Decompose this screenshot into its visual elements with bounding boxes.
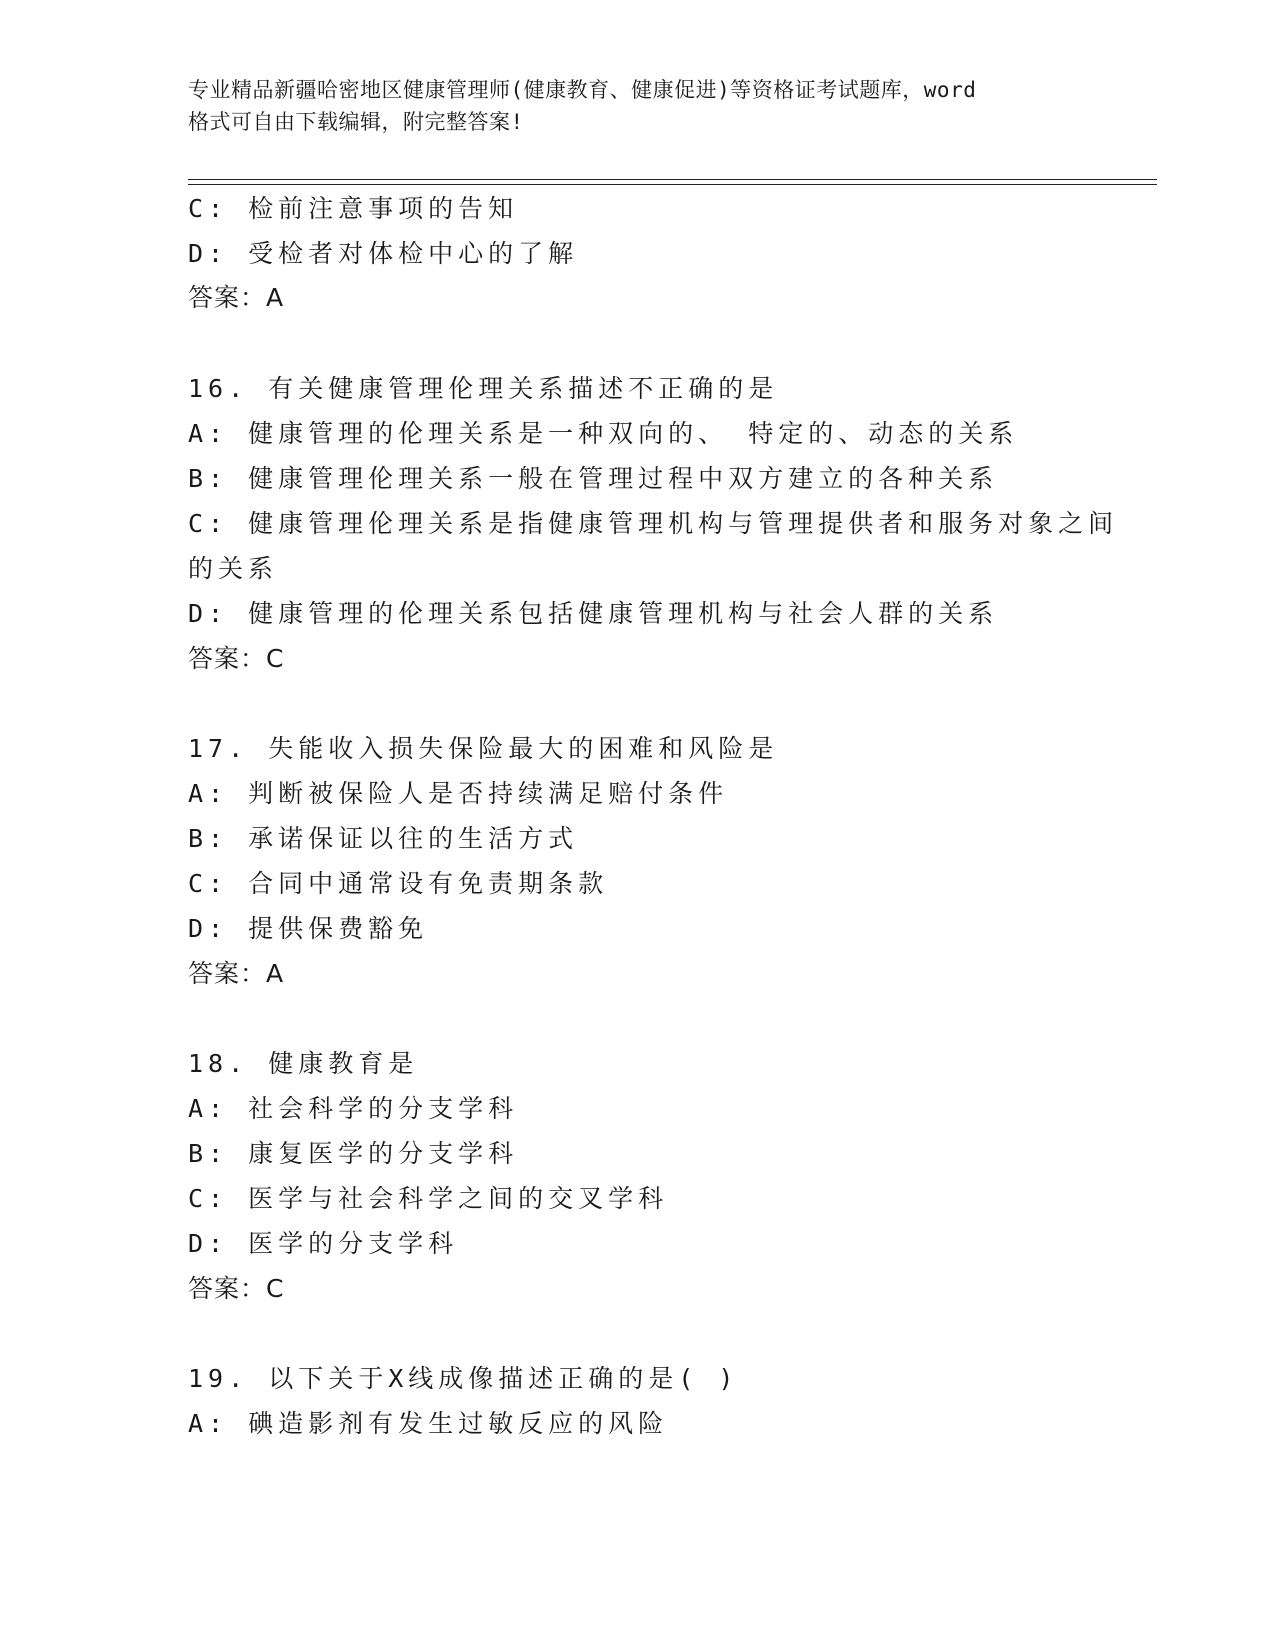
header-line-1: 专业精品新疆哈密地区健康管理师(健康教育、健康促进)等资格证考试题库，word	[188, 78, 977, 102]
q17-question: 17. 失能收入损失保险最大的困难和风险是	[188, 734, 779, 763]
q18-answer: 答案：C	[188, 1274, 285, 1303]
q16-option-c-line-2: 的关系	[188, 554, 279, 583]
q16-option-c-line-1: C: 健康管理伦理关系是指健康管理机构与管理提供者和服务对象之间	[188, 509, 1119, 538]
q15-option-c: C: 检前注意事项的告知	[188, 194, 519, 223]
q16-answer: 答案：C	[188, 644, 285, 673]
q18-option-a: A: 社会科学的分支学科	[188, 1094, 519, 1123]
header-divider-bottom	[188, 184, 1157, 185]
q15-answer: 答案：A	[188, 283, 285, 312]
document-header	[188, 74, 1088, 138]
q18-question: 18. 健康教育是	[188, 1049, 419, 1078]
header-line-2: 格式可自由下载编辑，附完整答案!	[188, 110, 524, 134]
header-divider-top	[188, 179, 1157, 180]
q18-option-c: C: 医学与社会科学之间的交叉学科	[188, 1184, 669, 1213]
q16-option-b: B: 健康管理伦理关系一般在管理过程中双方建立的各种关系	[188, 464, 999, 493]
q15-option-d: D: 受检者对体检中心的了解	[188, 239, 579, 268]
q18-option-b: B: 康复医学的分支学科	[188, 1139, 519, 1168]
q17-option-a: A: 判断被保险人是否持续满足赔付条件	[188, 779, 729, 808]
q16-option-a: A: 健康管理的伦理关系是一种双向的、 特定的、动态的关系	[188, 419, 1019, 448]
q16-option-d: D: 健康管理的伦理关系包括健康管理机构与社会人群的关系	[188, 599, 999, 628]
q18-option-d: D: 医学的分支学科	[188, 1229, 459, 1258]
q19-question: 19. 以下关于X线成像描述正确的是( )	[188, 1364, 739, 1393]
q16-question: 16. 有关健康管理伦理关系描述不正确的是	[188, 374, 779, 403]
q17-option-c: C: 合同中通常设有免责期条款	[188, 869, 609, 898]
q17-option-b: B: 承诺保证以往的生活方式	[188, 824, 579, 853]
q17-option-d: D: 提供保费豁免	[188, 914, 429, 943]
q17-answer: 答案：A	[188, 959, 285, 988]
q19-option-a: A: 碘造影剂有发生过敏反应的风险	[188, 1409, 669, 1438]
